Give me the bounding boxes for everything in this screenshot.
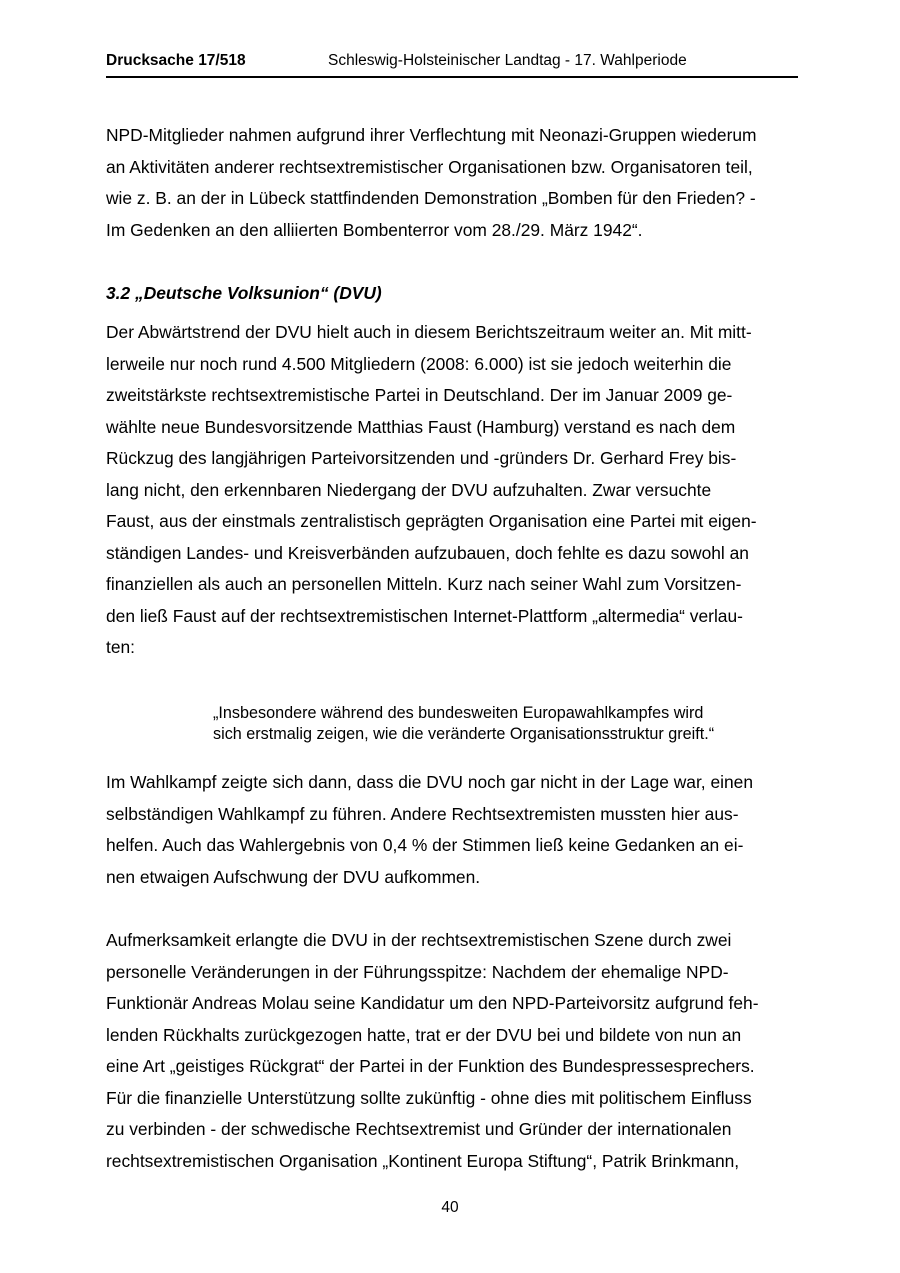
text-line: ständigen Landes- und Kreisverbänden aufzubauen, doch fehlte es dazu sowohl an xyxy=(106,542,749,563)
text-line: lang nicht, den erkennbaren Niedergang der DVU aufzuhalten. Zwar versuchte xyxy=(106,479,712,500)
paragraph-4 xyxy=(106,925,798,1177)
text-line: NPD-Mitglieder nahmen aufgrund ihrer Verflechtung mit Neonazi-Gruppen wiederum xyxy=(106,125,757,145)
text-line: Für die finanzielle Unterstützung sollte zukünftig - ohne dies mit politischem Einfluss xyxy=(106,1087,752,1108)
text-line: helfen. Auch das Wahlergebnis von 0,4 % der Stimmen ließ keine Gedanken an ei- xyxy=(106,835,744,855)
document-id: Drucksache 17/518 xyxy=(106,52,246,69)
page-number: 40 xyxy=(441,1199,459,1216)
paragraph-2 xyxy=(106,317,798,664)
quote-line: sich erstmalig zeigen, wie die veränderte Organisationsstruktur greift.“ xyxy=(213,725,715,743)
section-heading: 3.2 „Deutsche Volksunion“ (DVU) xyxy=(106,283,382,303)
text-line: nen etwaigen Aufschwung der DVU aufkommen. xyxy=(106,866,481,887)
paragraph-1 xyxy=(106,120,798,246)
text-line: wählte neue Bundesvorsitzende Matthias Faust (Hamburg) verstand es nach dem xyxy=(106,416,736,437)
quote-line: „Insbesondere während des bundesweiten Europawahlkampfes wird xyxy=(213,704,704,722)
text-line: an Aktivitäten anderer rechtsextremistischer Organisationen bzw. Organisatoren teil, xyxy=(106,156,753,177)
page-header xyxy=(106,50,798,78)
text-line: Im Wahlkampf zeigte sich dann, dass die DVU noch gar nicht in der Lage war, einen xyxy=(106,772,754,792)
text-line: Der Abwärtstrend der DVU hielt auch in diesem Berichtszeitraum weiter an. Mit mitt- xyxy=(106,322,752,342)
text-line: wie z. B. an der in Lübeck stattfindenden Demonstration „Bomben für den Frieden? - xyxy=(106,188,756,208)
text-line: selbständigen Wahlkampf zu führen. Andere Rechtsextremisten mussten hier aus- xyxy=(106,803,739,824)
text-line: zweitstärkste rechtsextremistische Partei in Deutschland. Der im Januar 2009 ge- xyxy=(106,385,733,405)
text-line: Faust, aus der einstmals zentralistisch geprägten Organisation eine Partei mit eigen- xyxy=(106,511,757,531)
paragraph-text xyxy=(106,120,798,246)
text-line: eine Art „geistiges Rückgrat“ der Partei in der Funktion des Bundespressesprechers. xyxy=(106,1056,755,1076)
text-line: Funktionär Andreas Molau seine Kandidatur um den NPD-Parteivorsitz aufgrund feh- xyxy=(106,993,759,1013)
text-line: den ließ Faust auf der rechtsextremistischen Internet-Plattform „altermedia“ verlau- xyxy=(106,605,743,626)
text-line: lenden Rückhalts zurückgezogen hatte, trat er der DVU bei und bildete von nun an xyxy=(106,1024,742,1045)
text-line: zu verbinden - der schwedische Rechtsextremist und Gründer der internationalen xyxy=(106,1119,732,1139)
text-line: ten: xyxy=(106,637,136,657)
paragraph-text xyxy=(106,317,798,664)
text-line: lerweile nur noch rund 4.500 Mitgliedern (2008: 6.000) ist sie jedoch weiterhin die xyxy=(106,353,732,374)
paragraph-3 xyxy=(106,767,798,893)
text-line: Aufmerksamkeit erlangte die DVU in der rechtsextremistischen Szene durch zwei xyxy=(106,930,732,950)
text-line: rechtsextremistischen Organisation „Kontinent Europa Stiftung“, Patrik Brinkmann, xyxy=(106,1150,740,1171)
paragraph-text xyxy=(106,767,798,893)
text-line: personelle Veränderungen in der Führungsspitze: Nachdem der ehemalige NPD- xyxy=(106,961,729,982)
text-line: finanziellen als auch an personellen Mitteln. Kurz nach seiner Wahl zum Vorsitzen- xyxy=(106,574,742,594)
header-title: Schleswig-Holsteinischer Landtag - 17. Wahlperiode xyxy=(328,52,687,69)
block-quote xyxy=(213,703,714,745)
paragraph-text xyxy=(106,925,798,1177)
text-line: Rückzug des langjährigen Parteivorsitzenden und -gründers Dr. Gerhard Frey bis- xyxy=(106,448,737,468)
text-line: Im Gedenken an den alliierten Bombenterror vom 28./29. März 1942“. xyxy=(106,219,643,240)
